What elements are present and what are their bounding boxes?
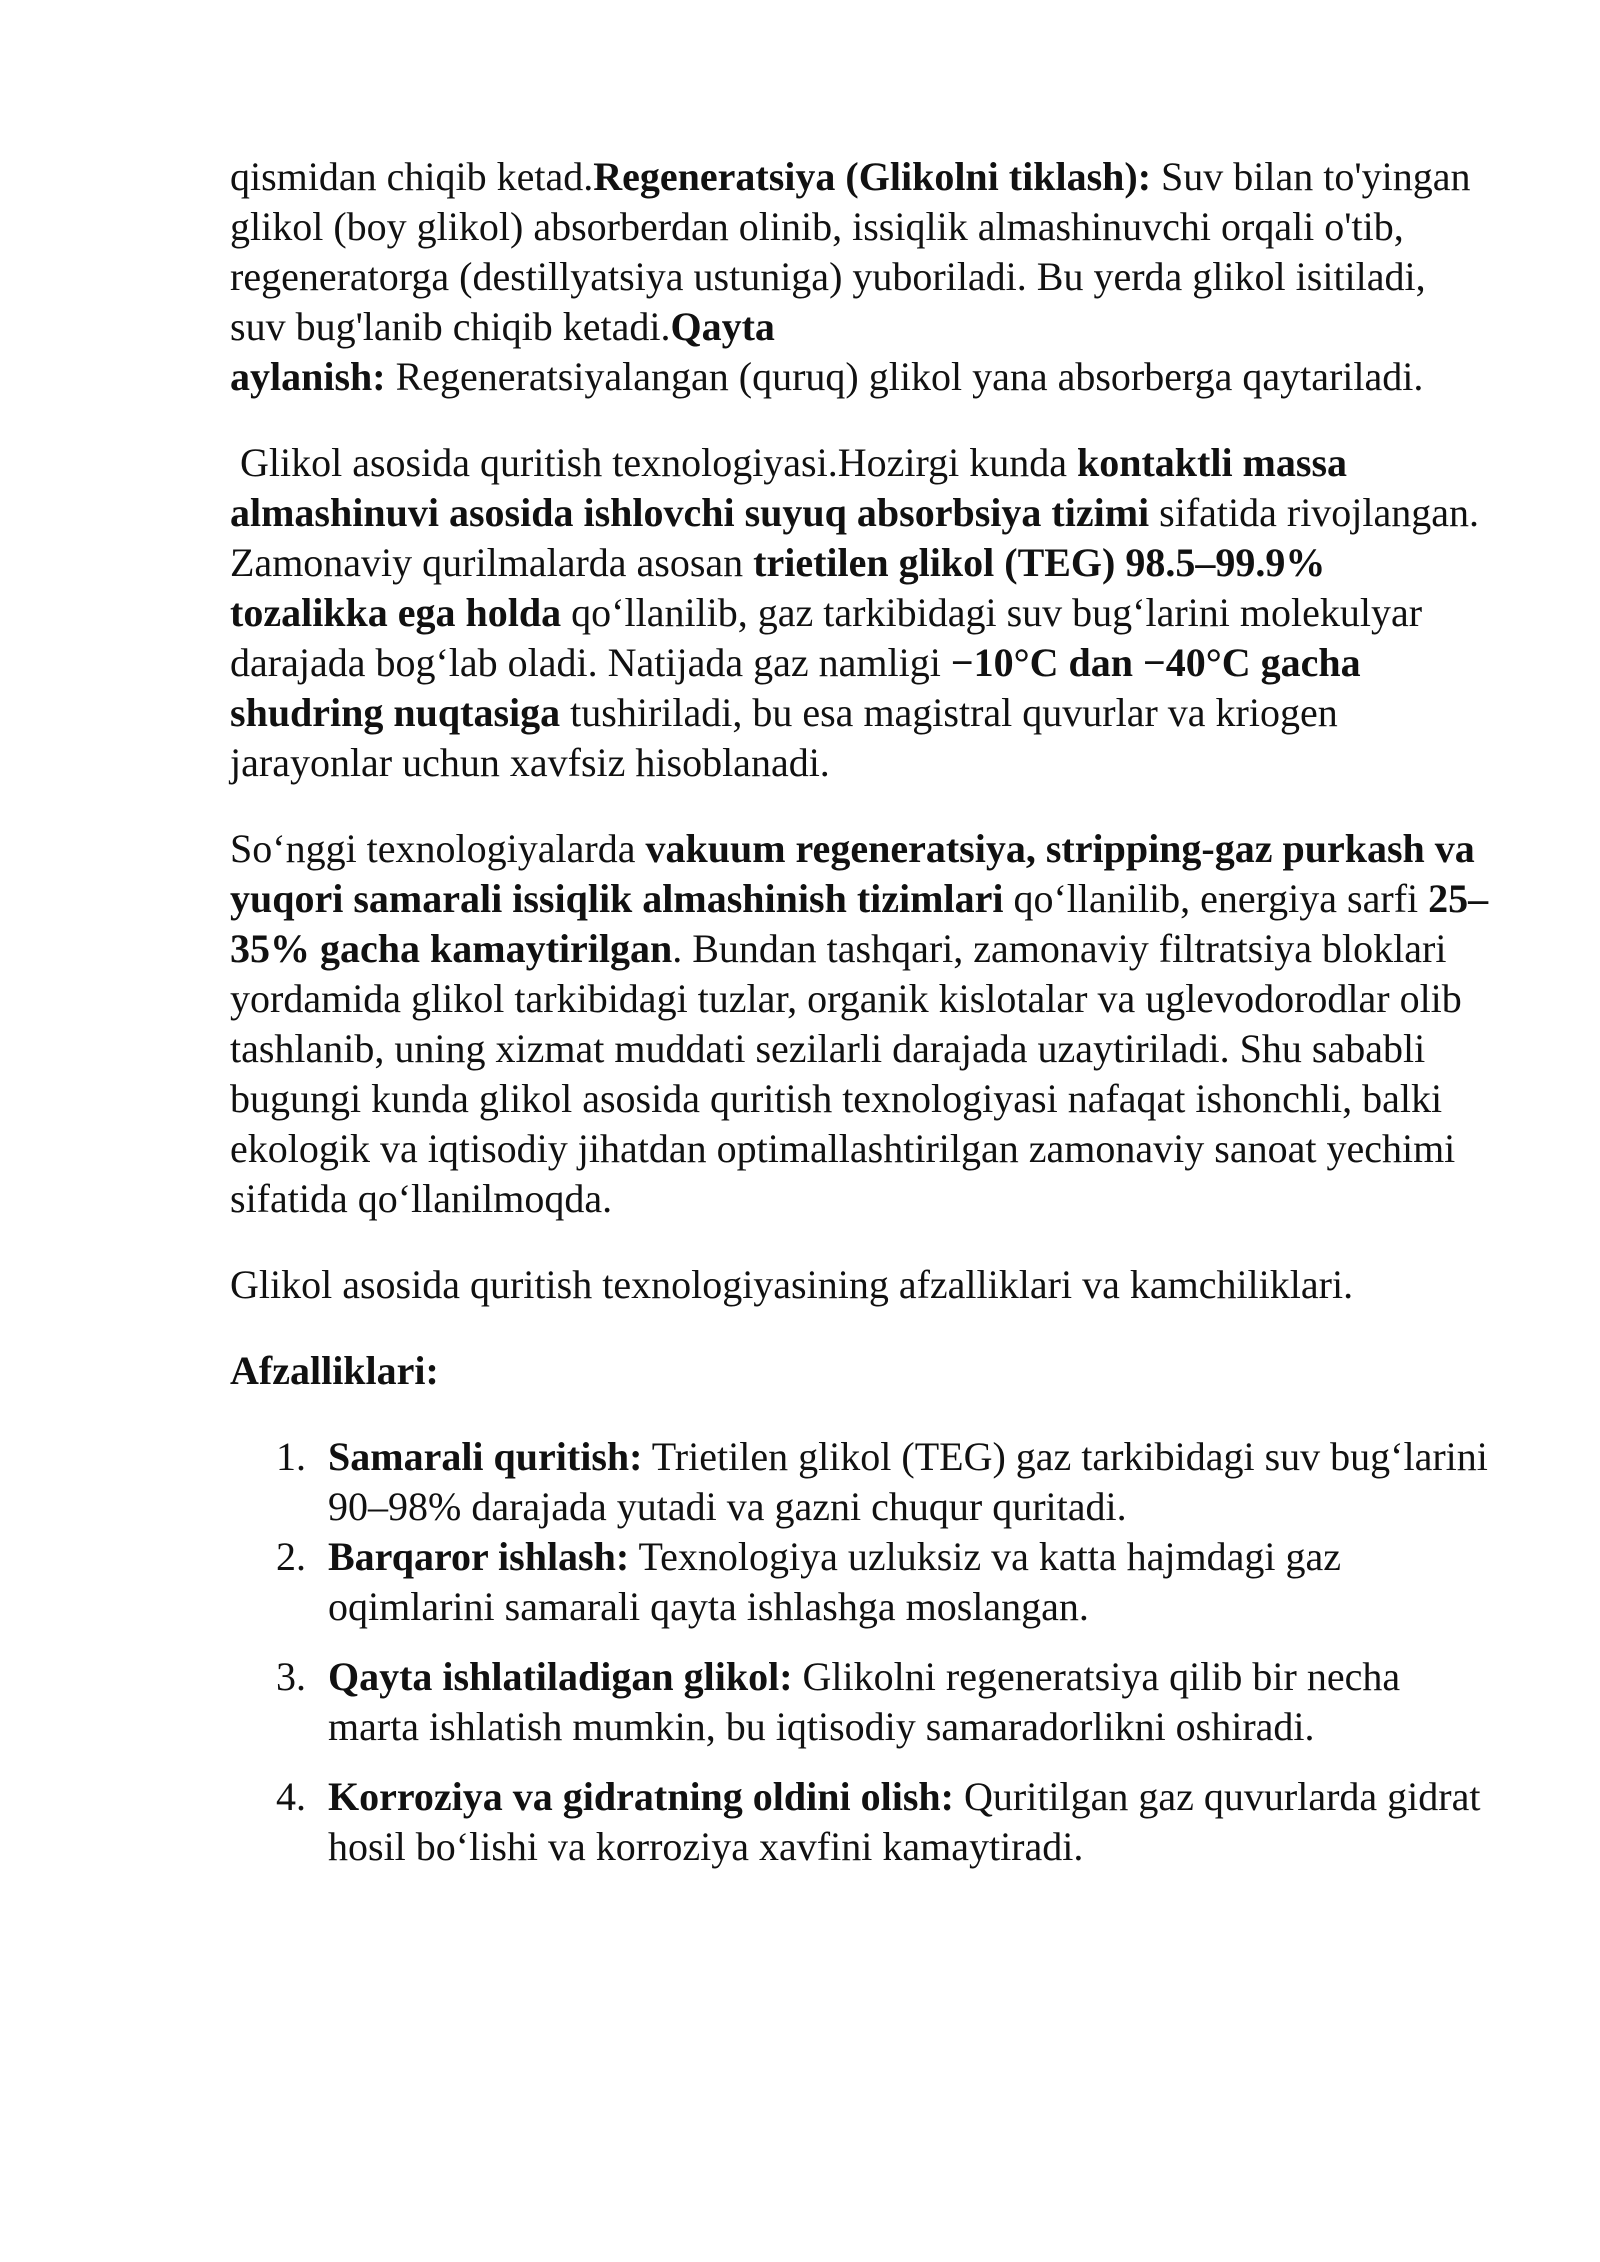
list-item-title: Qayta ishlatiladigan glikol:: [328, 1654, 793, 1699]
list-number: 4.: [276, 1774, 306, 1819]
bold-term: vakuum regeneratsiya, stripping-gaz purkash va yuqori samarali issiqlik almashinish tizimlari: [230, 826, 1475, 921]
paragraph-text: Glikol asosida quritish texnologiyasi.Hozirgi kunda: [240, 440, 1077, 485]
list-number: 3.: [276, 1654, 306, 1699]
list-item-title: Barqaror ishlash:: [328, 1534, 630, 1579]
bold-term: trietilen glikol (TEG) 98.5–99.9% tozalikka ega holda: [230, 540, 1326, 635]
paragraph-text: qismidan chiqib ketad.: [230, 154, 594, 199]
paragraph-text: qo‘llanilib, energiya sarfi: [1003, 876, 1429, 921]
paragraph-text: qo‘llanilib, gaz tarkibidagi suv bug‘larini molekulyar darajada bog‘lab oladi. Natijada gaz namligi: [230, 590, 1423, 685]
paragraph-regeneration: [230, 152, 1490, 402]
list-item: [230, 1432, 1490, 1532]
paragraph-text: sifatida rivojlangan. Zamonaviy qurilmalarda asosan: [230, 490, 1480, 585]
bold-term: Qayta: [670, 304, 775, 349]
list-item: [230, 1772, 1490, 1872]
list-item-title: Samarali quritish:: [328, 1434, 643, 1479]
bold-term: aylanish:: [230, 354, 386, 399]
paragraph-new-technologies: [230, 824, 1490, 1224]
list-item-text: Trietilen glikol (TEG) gaz tarkibidagi suv bug‘larini 90–98% darajada yutadi va gazni chuqur quritadi.: [328, 1434, 1488, 1529]
paragraph-text: Suv bilan to'yingan glikol (boy glikol) absorberdan olinib, issiqlik almashinuvchi orqali o'tib, regeneratorga (destillyatsiya ustuniga) yuboriladi. Bu yerda glikol isitiladi, suv bug'lanib chiqib ketadi.: [230, 154, 1471, 349]
bold-term: kontaktli massa almashinuvi asosida ishlovchi suyuq absorbsiya tizimi: [230, 440, 1348, 535]
list-number: 2.: [276, 1534, 306, 1579]
section-heading: Afzalliklari:: [230, 1348, 439, 1393]
list-item-text: Texnologiya uzluksiz va katta hajmdagi gaz oqimlarini samarali qayta ishlashga moslangan.: [328, 1534, 1341, 1629]
bold-term: 25–35% gacha kamaytirilgan: [230, 876, 1489, 971]
list-item-title: Korroziya va gidratning oldini olish:: [328, 1774, 954, 1819]
paragraph-text: . Bundan tashqari, zamonaviy filtratsiya bloklari yordamida glikol tarkibidagi tuzlar, organik kislotalar va uglevodorodlar olib tashlanib, uning xizmat muddati sezilarli darajada uzaytiriladi. Shu sababli bugungi kunda glikol asosida quritish texnologiyasi nafaqat ishonchli, balki ekologik va iqtisodiy jihatdan optimallashtirilgan zamonaviy sanoat yechimi sifatida qo‘llanilmoqda.: [230, 926, 1462, 1221]
bold-term: −10°C dan −40°C gacha shudring nuqtasiga: [230, 640, 1361, 735]
paragraph-text: So‘nggi texnologiyalarda: [230, 826, 646, 871]
paragraph-technology: [230, 438, 1490, 788]
list-item-text: Glikolni regeneratsiya qilib bir necha marta ishlatish mumkin, bu iqtisodiy samaradorlikni oshiradi.: [328, 1654, 1401, 1749]
paragraph-summary: Glikol asosida quritish texnologiyasining afzalliklari va kamchiliklari.: [230, 1262, 1354, 1307]
list-item-text: Quritilgan gaz quvurlarda gidrat hosil bo‘lishi va korroziya xavfini kamaytiradi.: [328, 1774, 1481, 1869]
list-item: [230, 1532, 1490, 1632]
list-number: 1.: [276, 1434, 306, 1479]
document-body: [230, 152, 1490, 1872]
advantages-list: [230, 1432, 1490, 1872]
list-item: [230, 1652, 1490, 1752]
paragraph-text: tushiriladi, bu esa magistral quvurlar va kriogen jarayonlar uchun xavfsiz hisoblanadi.: [230, 690, 1338, 785]
paragraph-text: Regeneratsiyalangan (quruq) glikol yana absorberga qaytariladi.: [385, 354, 1424, 399]
bold-term: Regeneratsiya (Glikolni tiklash):: [593, 154, 1152, 199]
